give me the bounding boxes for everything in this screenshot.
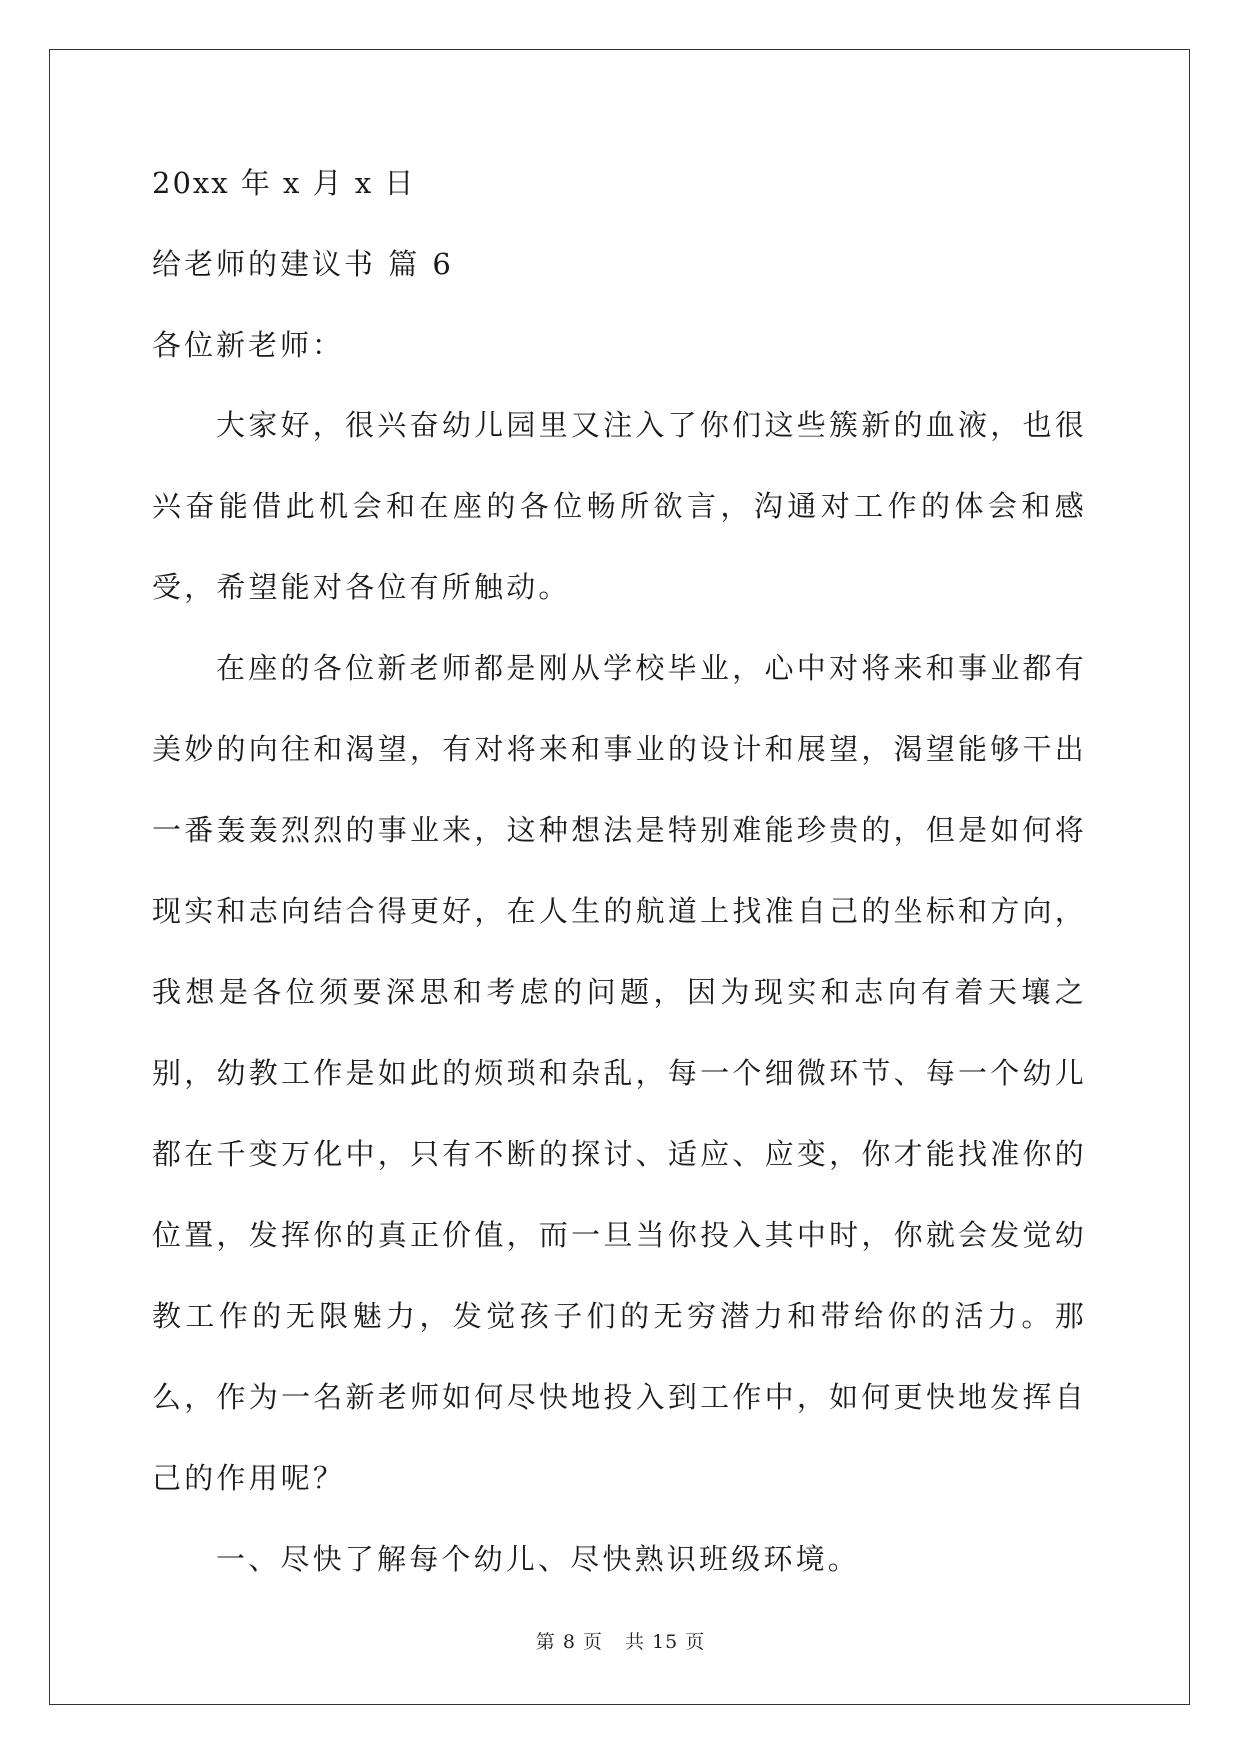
paragraph-main (152, 628, 1087, 1519)
page-number: 第 8 页 (535, 1631, 603, 1653)
paragraph-text: 在座的各位新老师都是刚从学校毕业，心中对将来和事业都有美妙的向往和渴望，有对将来和事业的设计和展望，渴望能够干出一番轰轰烈烈的事业来，这种想法是特别难能珍贵的，但是如何将现实和志向结合得更好，在人生的航道上找准自己的坐标和方向，我想是各位须要深思和考虑的问题，因为现实和志向有着天壤之别，幼教工作是如此的烦琐和杂乱，每一个细微环节、每一个幼儿都在千变万化中，只有不断的探讨、适应、应变，你才能找准你的位置，发挥你的真正价值，而一旦当你投入其中时，你就会发觉幼教工作的无限魅力，发觉孩子们的无穷潜力和带给你的活力。那么，作为一名新老师如何尽快地投入到工作中，如何更快地发挥自己的作用呢？ (152, 651, 1087, 1495)
paragraph-section-one (152, 1519, 1087, 1600)
document-date: 20xx 年 x 月 x 日 (152, 166, 416, 200)
document-body (152, 163, 1087, 1600)
page-footer (0, 1627, 1241, 1654)
salutation: 各位新老师： (152, 328, 345, 362)
page-total: 共 15 页 (624, 1631, 706, 1653)
document-heading: 给老师的建议书 篇 6 (152, 247, 454, 281)
section-heading: 一、尽快了解每个幼儿、尽快熟识班级环境。 (216, 1542, 861, 1576)
paragraph-greeting (152, 385, 1087, 628)
paragraph-text: 大家好，很兴奋幼儿园里又注入了你们这些簇新的血液，也很兴奋能借此机会和在座的各位畅所欲言，沟通对工作的体会和感受，希望能对各位有所触动。 (152, 408, 1087, 604)
